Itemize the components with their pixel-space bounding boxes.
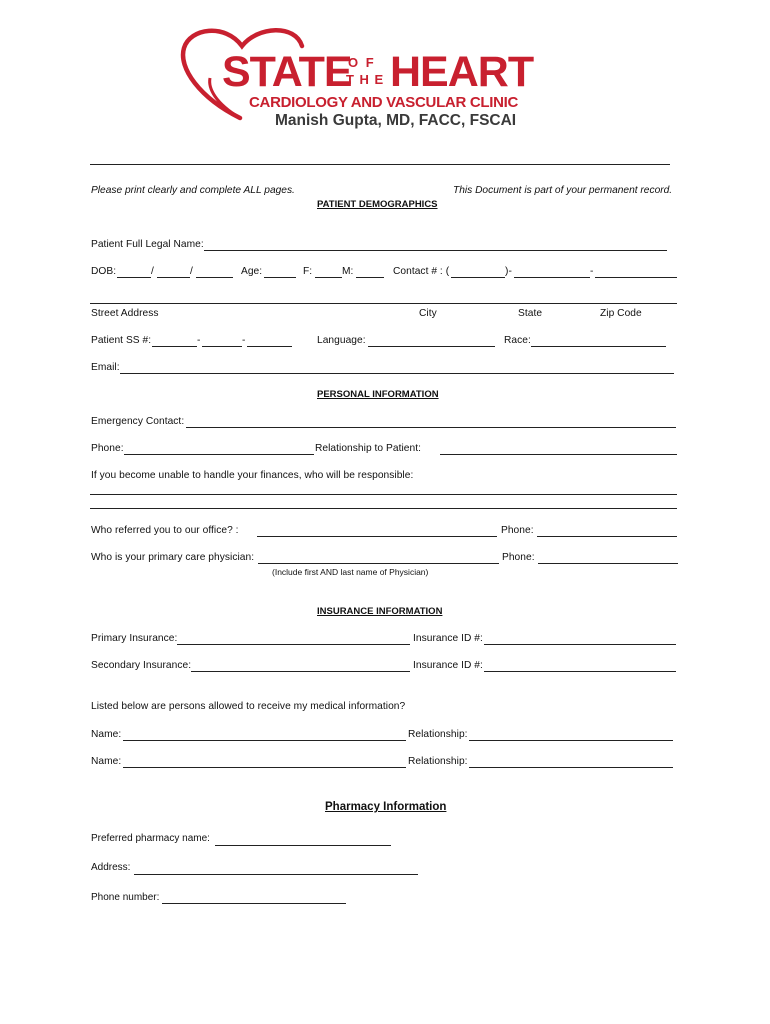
ss-part3-field[interactable] <box>247 346 292 347</box>
race-field[interactable] <box>531 346 666 347</box>
finances-field-2[interactable] <box>90 508 677 509</box>
dob-month-field[interactable] <box>117 277 151 278</box>
language-label: Language: <box>317 335 366 346</box>
pharmacy-address-label: Address: <box>91 862 131 873</box>
section-heading-pharmacy-information: Pharmacy Information <box>325 801 447 813</box>
age-field[interactable] <box>264 277 296 278</box>
phone-label: Phone: <box>91 443 124 454</box>
email-label: Email: <box>91 362 120 373</box>
intro-left: Please print clearly and complete ALL pages. <box>91 185 295 196</box>
dob-sep-1: / <box>151 266 154 277</box>
ss-sep-1: - <box>197 335 201 346</box>
emergency-contact-label: Emergency Contact: <box>91 416 185 427</box>
primary-insurance-id-field[interactable] <box>484 644 676 645</box>
dob-label: DOB: <box>91 266 117 277</box>
pharmacy-name-field[interactable] <box>215 845 391 846</box>
doctor-name: Manish Gupta, MD, FACC, FSCAI <box>275 112 517 129</box>
full-name-field[interactable] <box>204 250 667 251</box>
pharmacy-phone-label: Phone number: <box>91 892 160 903</box>
brand-heart: HEART <box>390 48 534 96</box>
pcp-phone-field[interactable] <box>538 563 678 564</box>
age-label: Age: <box>241 266 263 277</box>
dob-day-field[interactable] <box>157 277 190 278</box>
street-address-label: Street Address <box>91 308 159 319</box>
secondary-insurance-field[interactable] <box>191 671 410 672</box>
authorized-relationship-1-label: Relationship: <box>408 729 468 740</box>
primary-insurance-id-label: Insurance ID #: <box>413 633 483 644</box>
pharmacy-name-label: Preferred pharmacy name: <box>91 833 210 844</box>
language-field[interactable] <box>368 346 495 347</box>
primary-insurance-field[interactable] <box>177 644 410 645</box>
female-label: F: <box>303 266 313 277</box>
section-heading-patient-demographics: PATIENT DEMOGRAPHICS <box>317 199 438 210</box>
authorized-name-2-label: Name: <box>91 756 122 767</box>
pharmacy-phone-field[interactable] <box>162 903 346 904</box>
emergency-contact-field[interactable] <box>186 427 676 428</box>
primary-insurance-label: Primary Insurance: <box>91 633 178 644</box>
state-label: State <box>518 308 543 319</box>
referred-phone-label: Phone: <box>501 525 534 536</box>
brand-subtitle: CARDIOLOGY AND VASCULAR CLINIC <box>249 94 519 111</box>
pcp-note: (Include first AND last name of Physician) <box>272 567 429 577</box>
full-name-label: Patient Full Legal Name: <box>91 239 204 250</box>
section-heading-personal-information: PERSONAL INFORMATION <box>317 389 439 400</box>
male-field[interactable] <box>356 277 384 278</box>
finances-label: If you become unable to handle your finances, who will be responsible: <box>91 470 414 481</box>
phone-field[interactable] <box>124 454 314 455</box>
male-label: M: <box>342 266 354 277</box>
email-field[interactable] <box>120 373 674 374</box>
city-label: City <box>419 308 437 319</box>
race-label: Race: <box>504 335 531 346</box>
address-field[interactable] <box>90 303 677 304</box>
header-rule <box>90 164 670 165</box>
referred-field[interactable] <box>257 536 497 537</box>
relationship-to-patient-label: Relationship to Patient: <box>315 443 421 454</box>
ss-sep-2: - <box>242 335 246 346</box>
female-field[interactable] <box>315 277 342 278</box>
contact-area-field[interactable] <box>451 277 505 278</box>
pcp-label: Who is your primary care physician: <box>91 552 255 563</box>
secondary-insurance-id-field[interactable] <box>484 671 676 672</box>
pcp-field[interactable] <box>258 563 499 564</box>
ss-part1-field[interactable] <box>152 346 197 347</box>
authorized-name-2-field[interactable] <box>123 767 406 768</box>
secondary-insurance-id-label: Insurance ID #: <box>413 660 483 671</box>
pharmacy-address-field[interactable] <box>134 874 418 875</box>
relationship-to-patient-field[interactable] <box>440 454 677 455</box>
authorized-name-1-field[interactable] <box>123 740 406 741</box>
authorized-relationship-2-label: Relationship: <box>408 756 468 767</box>
finances-field-1[interactable] <box>90 494 677 495</box>
contact-label: Contact # : ( <box>393 266 450 277</box>
referred-label: Who referred you to our office? : <box>91 525 239 536</box>
contact-sep-2: - <box>590 266 594 277</box>
contact-sep-1: )- <box>505 266 512 277</box>
zip-code-label: Zip Code <box>600 308 642 319</box>
authorized-relationship-1-field[interactable] <box>469 740 673 741</box>
section-heading-insurance-information: INSURANCE INFORMATION <box>317 606 443 617</box>
authorized-persons-label: Listed below are persons allowed to receive my medical information? <box>91 701 406 712</box>
contact-line-field[interactable] <box>595 277 677 278</box>
authorized-name-1-label: Name: <box>91 729 122 740</box>
dob-year-field[interactable] <box>196 277 233 278</box>
contact-prefix-field[interactable] <box>514 277 590 278</box>
referred-phone-field[interactable] <box>537 536 677 537</box>
dob-sep-2: / <box>190 266 193 277</box>
authorized-relationship-2-field[interactable] <box>469 767 673 768</box>
brand-state: STATE <box>222 48 352 96</box>
brand-the: T H E <box>346 72 385 87</box>
intro-right: This Document is part of your permanent record. <box>453 185 673 196</box>
ss-part2-field[interactable] <box>202 346 242 347</box>
ss-label: Patient SS #: <box>91 335 152 346</box>
brand-of: O F <box>348 55 376 70</box>
secondary-insurance-label: Secondary Insurance: <box>91 660 192 671</box>
pcp-phone-label: Phone: <box>502 552 535 563</box>
